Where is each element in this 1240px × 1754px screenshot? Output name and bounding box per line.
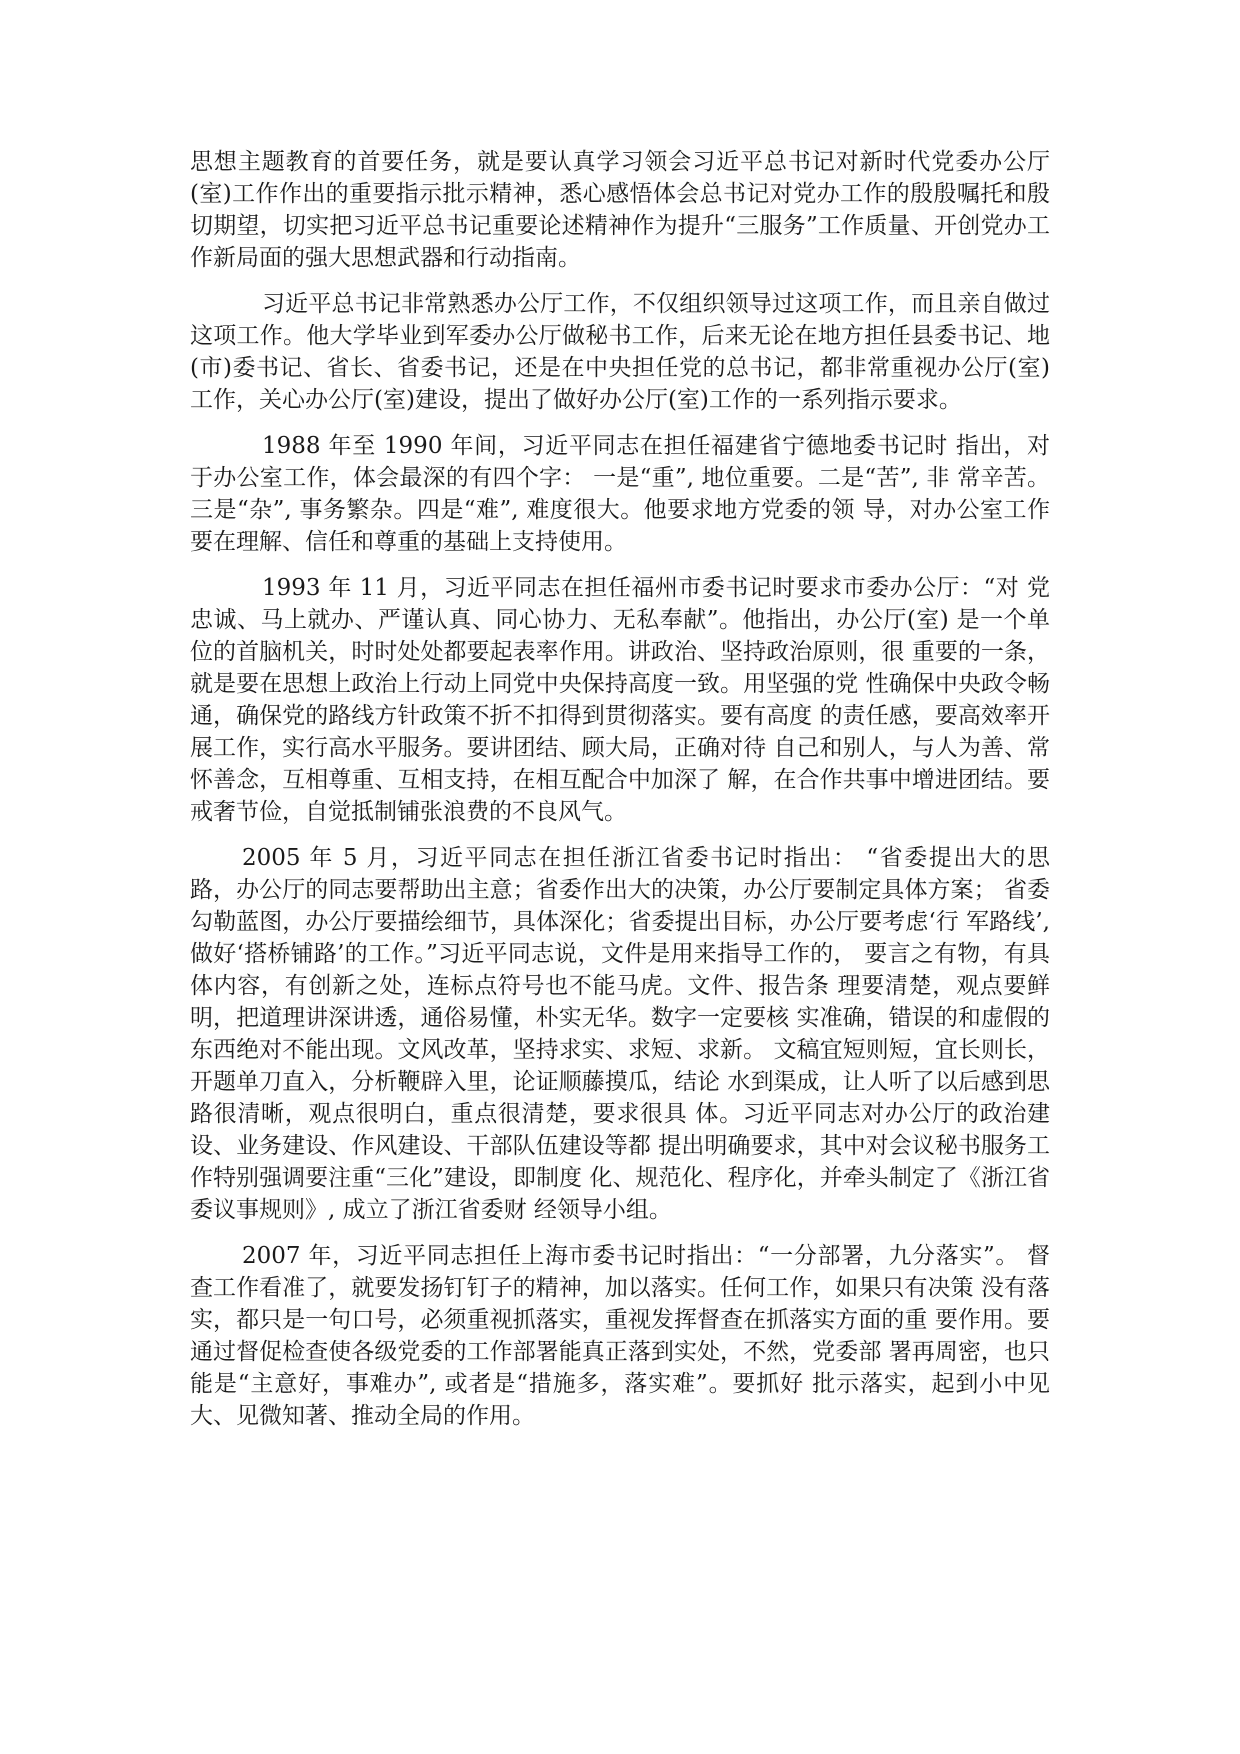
- paragraph: 2005 年 5 月，习近平同志在担任浙江省委书记时指出： “省委提出大的思 路，办公厅的同志要帮助出主意；省委作出大的决策，办公厅要制定具体方案； 省委勾勒蓝图，办公厅要描绘细节，具体深化；省委提出目标，办公厅要考虑‘行 军路线’, 做好‘搭桥铺路’的工作。”习近平同志说，文件是用来指导工作的， 要言之有物，有具体内容，有创新之处，连标点符号也不能马虎。文件、报告条 理要清楚，观点要鲜明，把道理讲深讲透，通俗易懂，朴实无华。数字一定要核 实准确，错误的和虚假的东西绝对不能出现。文风改革，坚持求实、求短、求新。 文稿宜短则短，宜长则长，开题单刀直入，分析鞭辟入里，论证顺藤摸瓜，结论 水到渠成，让人听了以后感到思路很清晰，观点很明白，重点很清楚，要求很具 体。习近平同志对办公厅的政治建设、业务建设、作风建设、干部队伍建设等都 提出明确要求，其中对会议秘书服务工作特别强调要注重“三化”建设，即制度 化、规范化、程序化，并牵头制定了《浙江省委议事规则》, 成立了浙江省委财 经领导小组。: [190, 845, 1050, 1223]
- paragraph: 2007 年，习近平同志担任上海市委书记时指出：“一分部署，九分落实”。 督查工作看准了，就要发扬钉钉子的精神，加以落实。任何工作，如果只有决策 没有落实，都只是一句口号，必须重视抓落实，重视发挥督查在抓落实方面的重 要作用。要通过督促检查使各级党委的工作部署能真正落到实处，不然，党委部 署再周密，也只能是“主意好，事难办”, 或者是“措施多，落实难”。要抓好 批示落实，起到小中见大、见微知著、推动全局的作用。: [190, 1243, 1050, 1429]
- paragraph: 思想主题教育的首要任务，就是要认真学习领会习近平总书记对新时代党委办公厅(室)工作作出的重要指示批示精神，悉心感悟体会总书记对党办工作的殷殷嘱托和殷切期望，切实把习近平总书记重要论述精神作为提升“三服务”工作质量、开创党办工作新局面的强大思想武器和行动指南。: [190, 149, 1050, 271]
- document-body: [190, 146, 1050, 1446]
- paragraph: 1993 年 11 月，习近平同志在担任福州市委书记时要求市委办公厅：“对 党忠诚、马上就办、严谨认真、同心协力、无私奉献”。他指出，办公厅(室) 是一个单位的首脑机关，时时处处都要起表率作用。讲政治、坚持政治原则，很 重要的一条，就是要在思想上政治上行动上同党中央保持高度一致。用坚强的党 性确保中央政令畅通，确保党的路线方针政策不折不扣得到贯彻落实。要有高度 的责任感，要高效率开展工作，实行高水平服务。要讲团结、顾大局，正确对待 自己和别人，与人为善、常怀善念，互相尊重、互相支持，在相互配合中加深了 解，在合作共事中增进团结。要戒奢节俭，自觉抵制铺张浪费的不良风气。: [190, 575, 1050, 825]
- paragraph: 习近平总书记非常熟悉办公厅工作，不仅组织领导过这项工作，而且亲自做过这项工作。他大学毕业到军委办公厅做秘书工作，后来无论在地方担任县委书记、地(市)委书记、省长、省委书记，还是在中央担任党的总书记，都非常重视办公厅(室)工作，关心办公厅(室)建设，提出了做好办公厅(室)工作的一系列指示要求。: [190, 291, 1050, 413]
- paragraph: 1988 年至 1990 年间，习近平同志在担任福建省宁德地委书记时 指出，对 于办公室工作，体会最深的有四个字： 一是“重”, 地位重要。二是“苦”, 非 常辛苦。三是“杂”, 事务繁杂。四是“难”, 难度很大。他要求地方党委的领 导，对办公室工作要在理解、信任和尊重的基础上支持使用。: [190, 433, 1050, 555]
